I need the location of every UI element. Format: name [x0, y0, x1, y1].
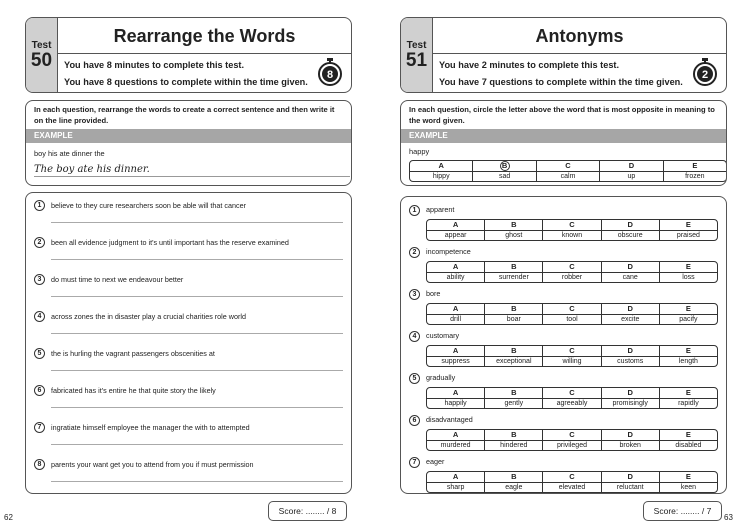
question-text: fabricated has it's entire he that quite story the likely — [51, 386, 216, 395]
choice-word: hindered — [500, 442, 528, 449]
example-answer: The boy ate his dinner. — [34, 163, 350, 177]
choice-word: reluctant — [616, 484, 644, 491]
question-word: incompetence — [426, 247, 471, 256]
choices-table — [426, 471, 718, 493]
choices-table — [426, 429, 718, 451]
test-label: Test — [31, 40, 52, 51]
question-word: disadvantaged — [426, 415, 473, 424]
choice-option[interactable] — [484, 430, 542, 450]
question-text: been all evidence judgment to it's until important has the reserve examined — [51, 238, 289, 247]
choice-option[interactable] — [659, 430, 717, 450]
test-label: Test — [406, 40, 427, 51]
choice-option[interactable] — [484, 472, 542, 492]
choice-letter[interactable]: E — [660, 388, 717, 399]
question-number: 8 — [34, 459, 45, 470]
choice-letter[interactable]: A — [427, 388, 484, 399]
choices-table — [426, 261, 718, 283]
question-row — [34, 237, 343, 274]
choice — [472, 161, 535, 181]
instructions-box — [400, 100, 727, 186]
choice-option[interactable] — [542, 430, 600, 450]
choice-option[interactable] — [542, 346, 600, 366]
choice-option[interactable] — [601, 472, 659, 492]
instructions-box — [25, 100, 352, 186]
question-row — [34, 311, 343, 348]
answer-line[interactable] — [51, 370, 343, 371]
choice-option[interactable] — [542, 220, 600, 240]
question-number: 4 — [34, 311, 45, 322]
choice-word: tool — [566, 316, 578, 323]
question-word: apparent — [426, 205, 455, 214]
question-text: believe to they cure researchers soon be able will that cancer — [51, 201, 246, 210]
choice-word: eagle — [505, 484, 523, 491]
question-text: the is hurling the vagrant passengers obscenities at — [51, 349, 215, 358]
choice-letter[interactable]: C — [543, 262, 600, 273]
choice-word: happily — [444, 400, 467, 407]
choice-letter[interactable]: E — [660, 346, 717, 357]
question-number: 6 — [409, 415, 420, 426]
answer-line[interactable] — [51, 333, 343, 334]
choice-word: suppress — [441, 358, 470, 365]
choice-letter[interactable]: C — [543, 220, 600, 231]
choice — [599, 161, 662, 181]
choice-option[interactable] — [601, 430, 659, 450]
choice-option[interactable] — [659, 346, 717, 366]
question-row — [34, 385, 343, 422]
instructions-text: In each question, rearrange the words to create a correct sentence and then write it on the line provided. — [34, 105, 335, 125]
choice-word: sad — [498, 173, 511, 180]
answer-line[interactable] — [51, 407, 343, 408]
page-number: 62 — [4, 513, 13, 522]
choice-word: ghost — [505, 232, 523, 239]
choice-option[interactable] — [601, 304, 659, 324]
choice-word: murdered — [440, 442, 471, 449]
answer-line[interactable] — [51, 259, 343, 260]
answer-line[interactable] — [51, 296, 343, 297]
choice-letter[interactable]: E — [660, 430, 717, 441]
choices-table — [426, 219, 718, 241]
choice-letter[interactable]: D — [602, 388, 659, 399]
choice-letter[interactable]: D — [602, 472, 659, 483]
question-row — [34, 200, 343, 237]
choices-table — [426, 303, 718, 325]
questions-info: You have 7 questions to complete within the time given. — [439, 77, 683, 87]
choice-letter[interactable]: C — [543, 388, 600, 399]
question-number: 3 — [409, 289, 420, 300]
question-text: do must time to next we endeavour better — [51, 275, 184, 284]
choice-word: gently — [504, 400, 524, 407]
choice-option[interactable] — [427, 262, 484, 282]
choice-option[interactable] — [427, 472, 484, 492]
choice-letter[interactable]: B — [485, 388, 542, 399]
choice-option[interactable] — [427, 430, 484, 450]
time-info: You have 8 minutes to complete this test. — [64, 60, 245, 70]
example-choices — [409, 160, 727, 182]
question-number: 1 — [409, 205, 420, 216]
choice-word: keen — [680, 484, 696, 491]
circled-choice-letter: B — [500, 161, 510, 171]
right-page — [375, 0, 750, 531]
choice-word: excite — [621, 316, 640, 323]
question-text: parents your want get you to attend from you if must permission — [51, 460, 254, 469]
choice-word: praised — [676, 232, 700, 239]
choice-option[interactable] — [484, 220, 542, 240]
choice-letter[interactable]: B — [485, 472, 542, 483]
choice-word: cane — [622, 274, 638, 281]
choice-word: length — [678, 358, 698, 365]
questions-box — [25, 192, 352, 494]
choice-letter[interactable]: A — [427, 304, 484, 315]
question-row — [409, 246, 718, 288]
choice-word: willing — [562, 358, 582, 365]
choice-option[interactable] — [601, 388, 659, 408]
choice-letter[interactable]: A — [427, 220, 484, 231]
choice-word: hippy — [432, 173, 450, 180]
question-row — [409, 330, 718, 372]
choice-letter[interactable]: E — [660, 472, 717, 483]
choice-letter[interactable]: D — [602, 262, 659, 273]
choice-letter[interactable]: D — [602, 220, 659, 231]
choice-letter: A — [410, 161, 472, 172]
question-number: 2 — [409, 247, 420, 258]
choice-word: known — [561, 232, 583, 239]
choice-letter[interactable]: D — [602, 430, 659, 441]
timer-minutes: 2 — [701, 69, 709, 81]
choice-option[interactable] — [542, 304, 600, 324]
choice-word: sharp — [446, 484, 465, 491]
test-title: Rearrange the Words — [58, 18, 351, 54]
question-number: 6 — [34, 385, 45, 396]
question-number: 3 — [34, 274, 45, 285]
example-label: EXAMPLE — [401, 129, 726, 143]
test-header — [400, 17, 727, 93]
choice-letter[interactable]: A — [427, 430, 484, 441]
question-number: 5 — [34, 348, 45, 359]
choice-option[interactable] — [484, 346, 542, 366]
choice-word: rapidly — [678, 400, 699, 407]
choices-table — [426, 345, 718, 367]
choice-option[interactable] — [601, 262, 659, 282]
choice-word: surrender — [498, 274, 529, 281]
test-number: 50 — [30, 50, 53, 71]
choice-word: disabled — [675, 442, 702, 449]
choice-letter[interactable]: E — [660, 304, 717, 315]
choice-option[interactable] — [427, 388, 484, 408]
example-words: boy his ate dinner the — [34, 149, 105, 158]
choice-letter: E — [664, 161, 726, 172]
page-number: 63 — [724, 513, 733, 522]
choice-word: appear — [444, 232, 467, 239]
choice-option[interactable] — [659, 262, 717, 282]
questions-box — [400, 196, 727, 494]
questions-info: You have 8 questions to complete within the time given. — [64, 77, 308, 87]
choice-letter: C — [537, 161, 599, 172]
choice-word: ability — [446, 274, 465, 281]
choice-option[interactable] — [542, 262, 600, 282]
choice-option[interactable] — [601, 346, 659, 366]
choice-word: elevated — [558, 484, 586, 491]
test-title: Antonyms — [433, 18, 726, 54]
choice-option[interactable] — [601, 220, 659, 240]
choices-table — [426, 387, 718, 409]
question-row — [34, 422, 343, 459]
choice-word: privileged — [557, 442, 587, 449]
choice-option[interactable] — [484, 304, 542, 324]
stopwatch-icon — [316, 58, 344, 86]
question-word: bore — [426, 289, 441, 298]
choice — [536, 161, 599, 181]
question-row — [409, 372, 718, 414]
choice-option[interactable] — [542, 388, 600, 408]
choice-word: broken — [619, 442, 641, 449]
choice-letter[interactable]: C — [543, 472, 600, 483]
choice-option[interactable] — [484, 388, 542, 408]
choice-letter[interactable]: A — [427, 262, 484, 273]
score-box: Score: ........ / 7 — [643, 501, 722, 521]
choice-letter[interactable]: B — [485, 430, 542, 441]
choice-word: obscure — [617, 232, 643, 239]
question-row — [409, 288, 718, 330]
choice-letter[interactable]: B — [485, 346, 542, 357]
question-word: customary — [426, 331, 460, 340]
question-number: 1 — [34, 200, 45, 211]
choice-word: pacify — [679, 316, 698, 323]
question-number: 7 — [34, 422, 45, 433]
choice-option[interactable] — [659, 220, 717, 240]
choice-option[interactable] — [484, 262, 542, 282]
question-row — [409, 456, 718, 498]
question-text: across zones the in disaster play a crucial charities role world — [51, 312, 246, 321]
choice-letter[interactable]: B — [485, 262, 542, 273]
question-row — [409, 414, 718, 456]
question-word: gradually — [426, 373, 456, 382]
choice-letter[interactable]: D — [602, 346, 659, 357]
choice-letter[interactable]: E — [660, 220, 717, 231]
choice-letter[interactable]: B — [485, 220, 542, 231]
choice — [663, 161, 726, 181]
answer-line[interactable] — [51, 444, 343, 445]
choice-word: agreeably — [556, 400, 588, 407]
question-number: 4 — [409, 331, 420, 342]
choice-word: loss — [682, 274, 695, 281]
choice-word: drill — [450, 316, 462, 323]
choice-option[interactable] — [542, 472, 600, 492]
question-text: ingratiate himself employee the manager the with to attempted — [51, 423, 250, 432]
choice-letter[interactable]: B — [485, 304, 542, 315]
choice-word: promisingly — [612, 400, 648, 407]
question-number: 7 — [409, 457, 420, 468]
instructions-text: In each question, circle the letter above the word that is most opposite in meaning to the word given. — [409, 105, 715, 125]
choice-word: boar — [506, 316, 521, 323]
choice-letter[interactable]: D — [602, 304, 659, 315]
score-box: Score: ........ / 8 — [268, 501, 347, 521]
choice-letter[interactable]: A — [427, 472, 484, 483]
question-number: 2 — [34, 237, 45, 248]
choice-letter[interactable]: C — [543, 346, 600, 357]
test-number-box — [401, 18, 433, 92]
choice-word: customs — [617, 358, 644, 365]
choice-word: calm — [560, 173, 576, 180]
choice-word: up — [627, 173, 636, 180]
choice-option[interactable] — [427, 346, 484, 366]
answer-line[interactable] — [51, 481, 343, 482]
choice-option[interactable] — [427, 220, 484, 240]
test-number: 51 — [405, 50, 428, 71]
question-row — [34, 459, 343, 496]
choice-letter[interactable]: A — [427, 346, 484, 357]
choice-letter[interactable]: E — [660, 262, 717, 273]
question-number: 5 — [409, 373, 420, 384]
choice — [410, 161, 472, 181]
timer-minutes: 8 — [326, 69, 334, 81]
choice-option[interactable] — [659, 472, 717, 492]
answer-line[interactable] — [51, 222, 343, 223]
example-label: EXAMPLE — [26, 129, 351, 143]
choice-letter: D — [600, 161, 662, 172]
choice-letter[interactable]: C — [543, 430, 600, 441]
choice-word: frozen — [685, 173, 705, 180]
test-number-box — [26, 18, 58, 92]
choice-word: robber — [561, 274, 583, 281]
question-word: eager — [426, 457, 445, 466]
time-info: You have 2 minutes to complete this test. — [439, 60, 620, 70]
test-header — [25, 17, 352, 93]
stopwatch-icon — [691, 58, 719, 86]
question-row — [34, 274, 343, 311]
choice-word: exceptional — [496, 358, 532, 365]
choice-option[interactable] — [659, 388, 717, 408]
choice-option[interactable] — [659, 304, 717, 324]
question-row — [409, 204, 718, 246]
choice-letter[interactable]: C — [543, 304, 600, 315]
choice-option[interactable] — [427, 304, 484, 324]
example-word: happy — [409, 147, 430, 156]
question-row — [34, 348, 343, 385]
